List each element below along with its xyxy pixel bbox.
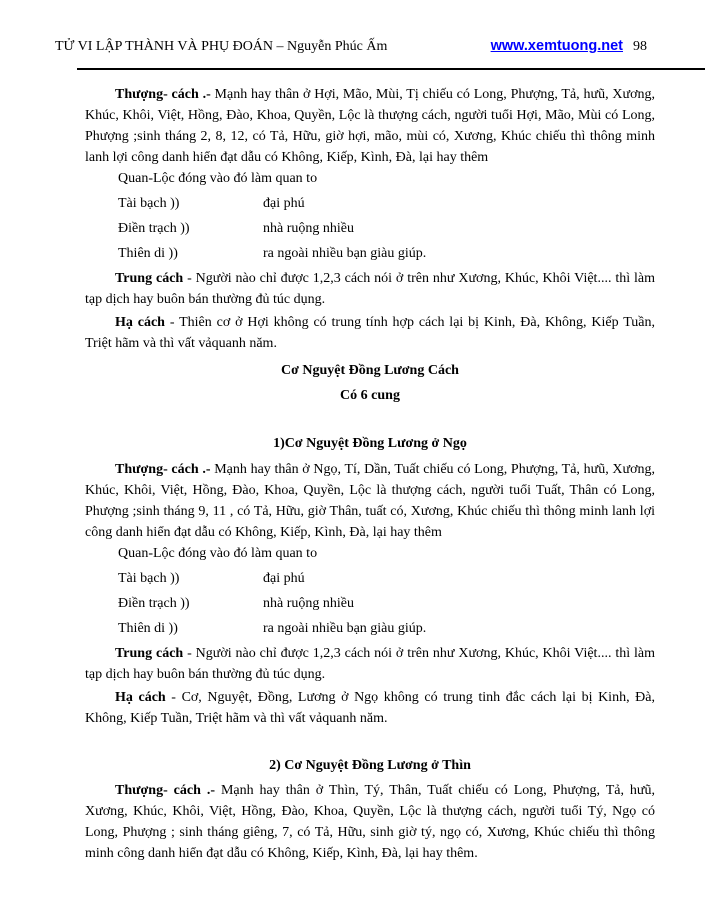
fortune-list-2: [85, 543, 655, 639]
header-right-group: [491, 38, 647, 55]
paragraph-lead: Trung cách: [115, 271, 184, 286]
list-item: [85, 193, 655, 214]
list-item: [85, 243, 655, 264]
paragraph-trung-cach-1: [85, 268, 655, 310]
list-item: [85, 168, 655, 189]
page-number: 98: [633, 39, 647, 54]
list-item: [85, 543, 655, 564]
paragraph-text: - Người nào chỉ được 1,2,3 cách nói ở trên như Xương, Khúc, Khôi Việt.... thì làm tạp dịch hay buôn bán thường đủ túc dụng.: [85, 271, 656, 307]
paragraph-ha-cach-2: [85, 687, 655, 729]
xemtuong-link[interactable]: www.xemtuong.net: [490, 38, 623, 54]
section-heading-1: 1)Cơ Nguyệt Đồng Lương ở Ngọ: [273, 436, 467, 451]
list-value: đại phú: [263, 196, 305, 211]
list-item: [85, 218, 655, 239]
list-value: ra ngoài nhiều bạn giàu giúp.: [263, 246, 427, 261]
paragraph-lead: Thượng- cách .-: [115, 783, 215, 798]
paragraph-thuong-cach-2: [85, 459, 655, 543]
section-heading-main: Cơ Nguyệt Đồng Lương Cách: [281, 363, 459, 378]
header-divider: [77, 68, 705, 70]
paragraph-lead: Hạ cách: [115, 315, 165, 330]
list-intro: Quan-Lộc đóng vào đó làm quan to: [118, 171, 318, 186]
paragraph-text: Mạnh hay thân ở Hợi, Mão, Mùi, Tị chiếu có Long, Phượng, Tả, hưũ, Xương, Khúc, Khôi, Việt, Hồng, Đào, Khoa, Quyền, Lộc là thượng cách, người tuổi Hợi, Mão, Mùi có Long, Phượng ;sinh tháng 2, 8, 12, có Tả, Hữu, giờ hợi, mão, mùi có, Xương, Khúc chiếu thì thông minh lanh lợi công danh hiển đạt dẫu có Không, Kiếp, Kình, Đà, lại hay thêm: [85, 87, 655, 165]
paragraph-thuong-cach-1: [85, 84, 655, 168]
list-item: [85, 568, 655, 589]
paragraph-text: Mạnh hay thân ở Thìn, Tý, Thân, Tuất chiếu có Long, Phượng, Tả, hưũ, Xương, Khúc, Khôi, Việt, Hồng, Đào, Khoa, Quyền, Lộc là thượng cách, người tuổi Tý, Ngọ có Long, Phượng ; sinh tháng giêng, 7, có Tả, Hữu, sinh giờ tý, ngọ có, Xương, Khúc chiếu thì thông minh công danh hiển đạt dẫu có Không, Kiếp, Kình, Đà, lại hay thêm.: [85, 783, 655, 861]
paragraph-text: - Người nào chỉ được 1,2,3 cách nói ở trên như Xương, Khúc, Khôi Việt.... thì làm tạp dịch hay buôn bán thường đủ túc dụng.: [85, 646, 656, 682]
list-label: Thiên di )): [118, 246, 178, 261]
paragraph-thuong-cach-3: [85, 780, 655, 864]
list-intro: Quan-Lộc đóng vào đó làm quan to: [118, 546, 318, 561]
paragraph-text: - Cơ, Nguyệt, Đồng, Lương ở Ngọ không có trung tinh đắc cách lại bị Kinh, Đà, Không, Kiếp Tuần, Triệt hãm và thì vất vảquanh năm.: [85, 690, 655, 726]
document-title: TỬ VI LẬP THÀNH VÀ PHỤ ĐOÁN – Nguyễn Phúc Ấm: [55, 39, 388, 54]
paragraph-text: Mạnh hay thân ở Ngọ, Tí, Dần, Tuất chiếu có Long, Phượng, Tả, hưũ, Xương, Khúc, Khôi, Việt, Hồng, Đào, Khoa, Quyền, Lộc là thượng cách, người tuổi Tuất, Thân có Long, Phượng ;sinh tháng 9, 11 , có Tả, Hữu, giờ Thân, tuất có, Xương, Khúc chiếu thì thông minh lanh lợi công danh hiển đạt dẫu có Không, Kiếp, Kình, Đà, lại hay thêm: [85, 462, 655, 540]
fortune-list-1: [85, 168, 655, 264]
document-body: [85, 84, 655, 864]
list-label: Tài bạch )): [118, 196, 180, 211]
paragraph-text: - Thiên cơ ở Hợi không có trung tính hợp cách lại bị Kinh, Đà, Không, Kiếp Tuần, Triệt hãm và thì vất vảquanh năm.: [85, 315, 655, 351]
page-header: [0, 0, 705, 55]
paragraph-lead: Hạ cách: [115, 690, 166, 705]
list-label: Tài bạch )): [118, 571, 180, 586]
list-item: [85, 618, 655, 639]
list-item: [85, 593, 655, 614]
list-value: ra ngoài nhiều bạn giàu giúp.: [263, 621, 427, 636]
list-label: Điền trạch )): [118, 221, 190, 236]
paragraph-lead: Trung cách: [115, 646, 184, 661]
paragraph-trung-cach-2: [85, 643, 655, 685]
list-value: đại phú: [263, 571, 305, 586]
list-label: Thiên di )): [118, 621, 178, 636]
paragraph-ha-cach-1: [85, 312, 655, 354]
paragraph-lead: Thượng- cách .-: [115, 87, 211, 102]
list-label: Điền trạch )): [118, 596, 190, 611]
list-value: nhà ruộng nhiều: [263, 596, 354, 611]
paragraph-lead: Thượng- cách .-: [115, 462, 211, 477]
section-heading-sub: Có 6 cung: [340, 388, 400, 403]
section-heading-2: 2) Cơ Nguyệt Đồng Lương ở Thìn: [269, 758, 471, 773]
list-value: nhà ruộng nhiều: [263, 221, 354, 236]
